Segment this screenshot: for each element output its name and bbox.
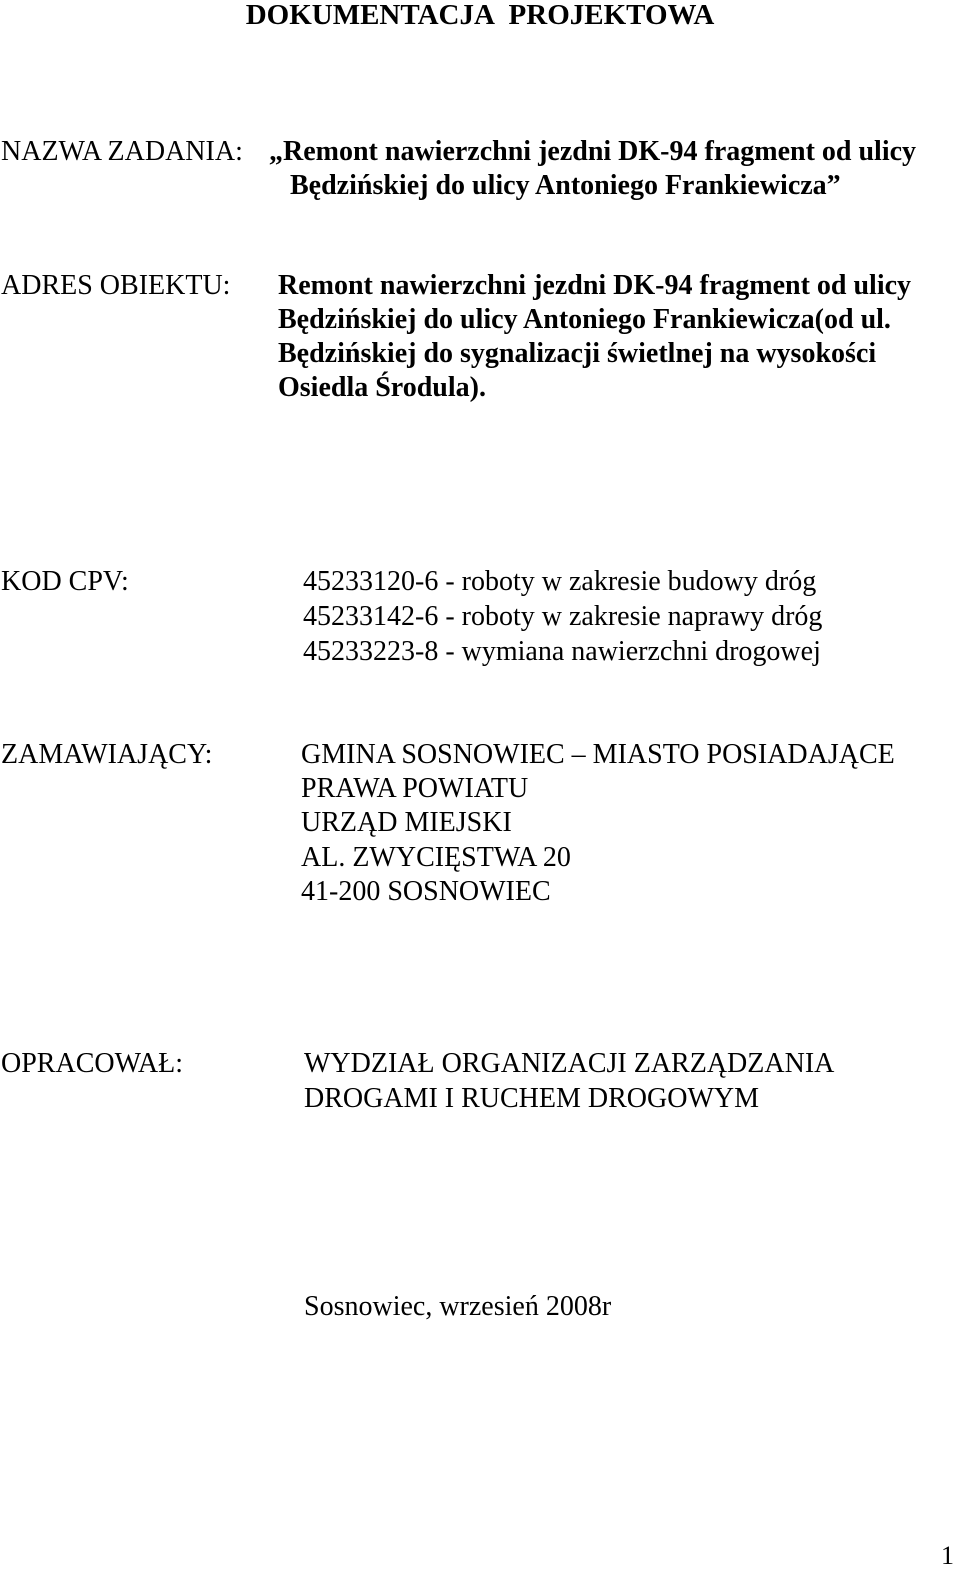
cpv-line-2: 45233142-6 - roboty w zakresie naprawy dróg — [303, 601, 823, 632]
cpv-line-1: 45233120-6 - roboty w zakresie budowy dróg — [303, 566, 817, 597]
address-label: ADRES OBIEKTU: — [1, 270, 231, 301]
task-name-line-2: Będzińskiej do ulicy Antoniego Frankiewicza” — [290, 170, 841, 201]
client-line-4: AL. ZWYCIĘSTWA 20 — [301, 842, 571, 873]
client-line-3: URZĄD MIEJSKI — [301, 807, 512, 838]
author-label: OPRACOWAŁ: — [1, 1048, 184, 1079]
cpv-label: KOD CPV: — [1, 566, 129, 597]
address-line-3: Będzińskiej do sygnalizacji świetlnej na wysokości — [278, 338, 877, 369]
author-line-1: WYDZIAŁ ORGANIZACJI ZARZĄDZANIA — [304, 1048, 835, 1079]
client-label: ZAMAWIAJĄCY: — [1, 739, 213, 770]
client-line-2: PRAWA POWIATU — [301, 773, 529, 804]
task-name-label: NAZWA ZADANIA: — [1, 136, 243, 167]
address-line-2: Będzińskiej do ulicy Antoniego Frankiewicza(od ul. — [278, 304, 891, 335]
task-name-line-1: „Remont nawierzchni jezdni DK-94 fragment od ulicy — [269, 136, 917, 167]
place-and-date: Sosnowiec, wrzesień 2008r — [304, 1291, 612, 1322]
document-title: DOKUMENTACJA PROJEKTOWA — [245, 0, 715, 31]
cpv-line-3: 45233223-8 - wymiana nawierzchni drogowej — [303, 636, 821, 667]
address-line-1: Remont nawierzchni jezdni DK-94 fragment od ulicy — [278, 270, 912, 301]
author-line-2: DROGAMI I RUCHEM DROGOWYM — [304, 1083, 759, 1114]
client-line-1: GMINA SOSNOWIEC – MIASTO POSIADAJĄCE — [301, 739, 895, 770]
page-number: 1 — [941, 1541, 954, 1570]
client-line-5: 41-200 SOSNOWIEC — [301, 876, 551, 907]
address-line-4: Osiedla Środula). — [278, 372, 486, 403]
